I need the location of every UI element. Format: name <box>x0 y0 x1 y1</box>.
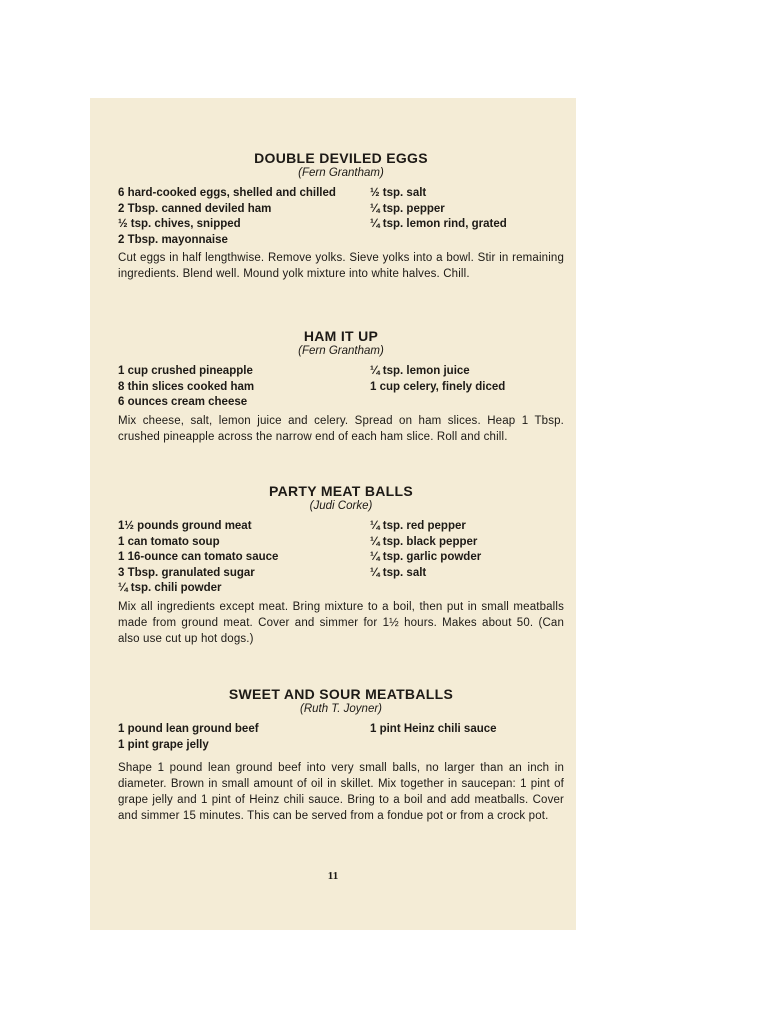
recipe-instructions: Cut eggs in half lengthwise. Remove yolks. Sieve yolks into a bowl. Stir in remaining ingredients. Blend well. Mound yolk mixture into white halves. Chill. <box>118 252 564 280</box>
ingredient: 8 thin slices cooked ham <box>118 380 255 393</box>
ingredients-left <box>118 364 370 411</box>
ingredient: 2 Tbsp. canned deviled ham <box>118 202 272 215</box>
ingredient: 1 cup celery, finely diced <box>370 380 506 393</box>
ingredient: 6 hard-cooked eggs, shelled and chilled <box>118 187 336 199</box>
recipe-title: SWEET AND SOUR MEATBALLS <box>228 686 454 702</box>
recipe-sweet-and-sour-meatballs <box>118 686 564 824</box>
ingredients-right <box>370 519 564 597</box>
recipe-title: DOUBLE DEVILED EGGS <box>254 150 428 166</box>
ingredient: 1 can tomato soup <box>118 535 220 548</box>
ingredient: 6 ounces cream cheese <box>118 396 248 408</box>
ingredient: ½ tsp. salt <box>370 187 427 199</box>
recipe-instructions: Mix all ingredients except meat. Bring mixture to a boil, then put in small meatballs made from ground meat. Cover and simmer for 1½ hours. Makes about 50. (Can also use cut up hot dogs.) <box>118 600 564 645</box>
recipe-double-deviled-eggs <box>118 150 564 282</box>
ingredient: 1 pound lean ground beef <box>118 723 259 735</box>
ingredient: ½ tsp. chives, snipped <box>118 218 241 230</box>
ingredient-list <box>118 186 564 248</box>
ingredients-left <box>118 722 370 753</box>
ingredient: 1 16-ounce can tomato sauce <box>118 551 279 563</box>
ingredients-left <box>118 519 370 597</box>
ingredient-list <box>118 722 564 753</box>
recipe-title: HAM IT UP <box>303 328 379 344</box>
recipe-party-meat-balls <box>118 483 564 647</box>
ingredient: 1½ pounds ground meat <box>118 520 252 532</box>
ingredient: ¼ tsp. lemon rind, grated <box>370 218 507 230</box>
recipe-ham-it-up <box>118 328 564 445</box>
recipe-author: (Fern Grantham) <box>298 167 384 179</box>
ingredient-list <box>118 364 564 411</box>
ingredients-right <box>370 722 564 753</box>
recipe-author: (Fern Grantham) <box>298 345 384 357</box>
recipe-author: (Ruth T. Joyner) <box>299 703 383 715</box>
ingredient: ¼ tsp. salt <box>370 566 427 579</box>
ingredient: ¼ tsp. chili powder <box>118 582 222 594</box>
page-number: 11 <box>327 870 339 882</box>
recipe-title: PARTY MEAT BALLS <box>268 483 414 499</box>
ingredient-list <box>118 519 564 597</box>
ingredient: 1 pint grape jelly <box>118 738 209 751</box>
recipe-instructions: Shape 1 pound lean ground beef into very small balls, no larger than an inch in diameter. Brown in small amount of oil in skillet. Mix together in saucepan: 1 pint of grape jelly and 1 pint of Heinz chili sauce. Bring to a boil and add meatballs. Cover and simmer 15 minutes. This can be served from a fondue pot or from a crock pot. <box>118 762 564 822</box>
ingredient: ¼ tsp. lemon juice <box>370 365 470 377</box>
ingredient: 1 cup crushed pineapple <box>118 365 253 377</box>
recipe-instructions: Mix cheese, salt, lemon juice and celery. Spread on ham slices. Heap 1 Tbsp. crushed pineapple across the narrow end of each ham slice. Roll and chill. <box>118 414 564 443</box>
cookbook-page <box>90 98 576 930</box>
ingredient: ¼ tsp. garlic powder <box>370 551 482 563</box>
ingredients-left <box>118 186 370 248</box>
ingredients-right <box>370 186 564 248</box>
recipe-author: (Judi Corke) <box>309 500 373 512</box>
ingredients-right <box>370 364 564 411</box>
ingredient: ¼ tsp. pepper <box>370 202 445 215</box>
ingredient: ¼ tsp. black pepper <box>370 535 478 548</box>
ingredient: ¼ tsp. red pepper <box>370 520 466 532</box>
ingredient: 2 Tbsp. mayonnaise <box>118 233 228 246</box>
ingredient: 3 Tbsp. granulated sugar <box>118 566 255 579</box>
ingredient: 1 pint Heinz chili sauce <box>370 723 497 735</box>
